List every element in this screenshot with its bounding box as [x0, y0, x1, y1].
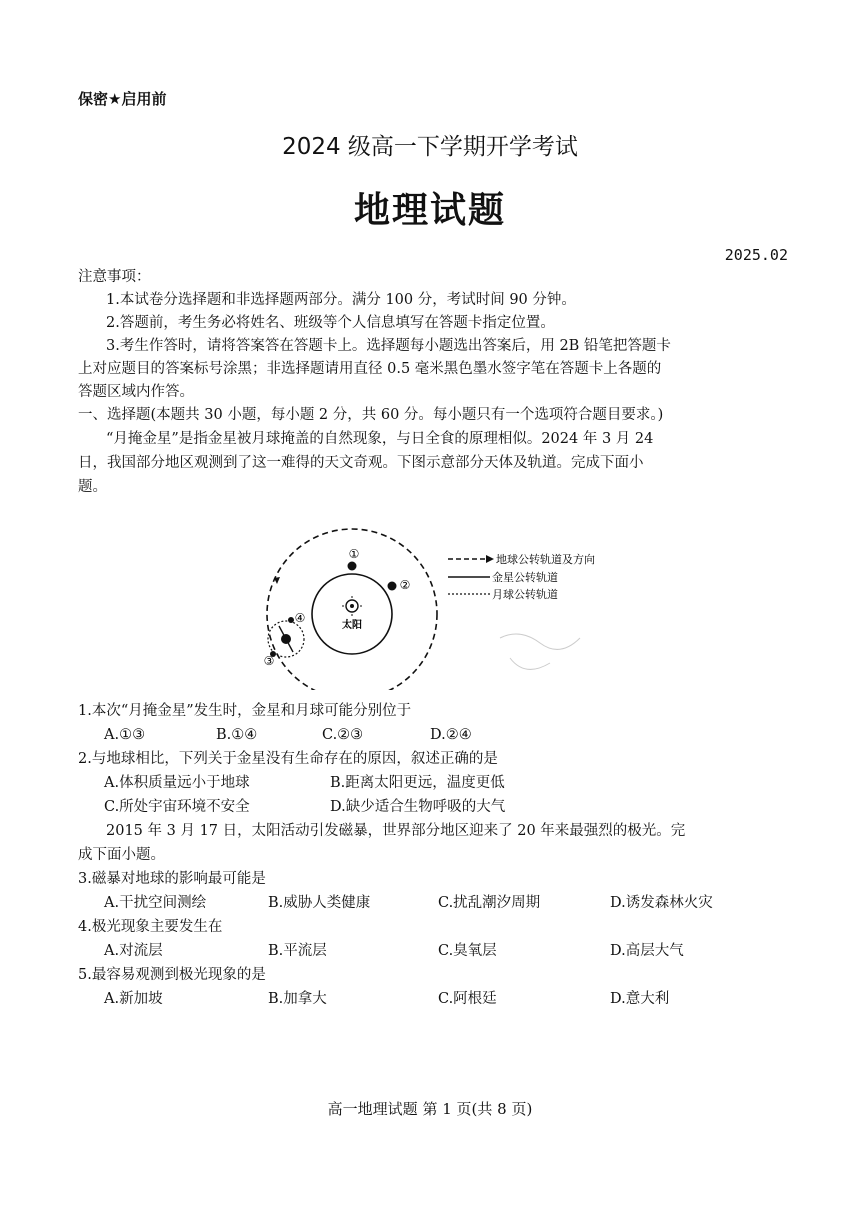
question-3-option-a[interactable]: A.干扰空间测绘 — [104, 895, 207, 911]
marker-2: ② — [399, 578, 411, 592]
exam-date: 2025.02 — [724, 246, 788, 264]
confidential-label: 保密★启用前 — [78, 90, 167, 108]
question-4-option-a[interactable]: A.对流层 — [104, 943, 163, 959]
question-1-option-d[interactable]: D.②④ — [430, 727, 472, 743]
question-4-option-c[interactable]: C.臭氧层 — [438, 943, 497, 959]
moon-position-4 — [288, 617, 294, 623]
subject-title: 地理试题 — [353, 190, 506, 231]
legend-moon-orbit: 月球公转轨道 — [492, 588, 558, 601]
question-1-option-c[interactable]: C.②③ — [322, 727, 364, 743]
notice-item-3-line-2: 上对应题目的答案标号涂黑；非选择题请用直径 0.5 毫米黑色墨水签字笔在答题卡上各题的 — [78, 361, 662, 377]
legend-venus-orbit: 金星公转轨道 — [492, 571, 558, 584]
question-1-stem: 1.本次“月掩金星”发生时，金星和月球可能分别位于 — [78, 703, 412, 719]
notice-title: 注意事项： — [78, 269, 151, 285]
venus-position-2 — [388, 582, 397, 591]
orbit-diagram — [250, 518, 612, 690]
earth-orbit-direction-arrow — [274, 577, 280, 584]
passage-1-line-1: “月掩金星”是指金星被月球掩盖的自然现象，与日全食的原理相似。2024 年 3 月 24 — [106, 431, 654, 447]
exam-title: 2024 级高一下学期开学考试 — [282, 134, 578, 160]
question-3-option-c[interactable]: C.扰乱潮汐周期 — [438, 895, 541, 911]
section-heading: 一、选择题(本题共 30 小题，每小题 2 分，共 60 分。每小题只有一个选项符合题目要求。) — [78, 407, 664, 423]
notice-item-3-line-3: 答题区域内作答。 — [78, 384, 194, 400]
question-2-option-d[interactable]: D.缺少适合生物呼吸的大气 — [330, 799, 506, 815]
question-4-option-b[interactable]: B.平流层 — [268, 943, 327, 959]
question-4-option-d[interactable]: D.高层大气 — [610, 943, 684, 959]
question-3-option-b[interactable]: B.威胁人类健康 — [268, 895, 371, 911]
question-5-option-c[interactable]: C.阿根廷 — [438, 991, 497, 1007]
sun-label: 太阳 — [342, 620, 362, 631]
notice-item-1: 1.本试卷分选择题和非选择题两部分。满分 100 分，考试时间 90 分钟。 — [106, 292, 576, 308]
question-2-option-a[interactable]: A.体积质量远小于地球 — [104, 775, 250, 791]
question-5-option-d[interactable]: D.意大利 — [610, 991, 670, 1007]
question-3-stem: 3.磁暴对地球的影响最可能是 — [78, 871, 266, 887]
legend-earth-orbit: 地球公转轨道及方向 — [496, 553, 595, 566]
marker-4: ④ — [294, 611, 306, 625]
question-3-option-d[interactable]: D.诱发森林火灾 — [610, 895, 713, 911]
passage-2-line-1: 2015 年 3 月 17 日，太阳活动引发磁暴，世界部分地区迎来了 20 年来最强烈的极光。完 — [106, 823, 686, 839]
passage-1-line-2: 日，我国部分地区观测到了这一难得的天文奇观。下图示意部分天体及轨道。完成下面小 — [78, 455, 644, 471]
passage-2-line-2: 成下面小题。 — [78, 847, 165, 863]
marker-1: ① — [348, 547, 360, 561]
page-footer: 高一地理试题 第 1 页(共 8 页) — [327, 1100, 533, 1118]
venus-position-1 — [348, 562, 357, 571]
sun-icon — [342, 596, 362, 616]
legend-arrow — [486, 555, 494, 563]
question-5-option-b[interactable]: B.加拿大 — [268, 991, 327, 1007]
notice-item-3-line-1: 3.考生作答时，请将答案答在答题卡上。选择题每小题选出答案后，用 2B 铅笔把答题卡 — [106, 338, 671, 354]
question-4-stem: 4.极光现象主要发生在 — [78, 919, 223, 935]
passage-1-line-3: 题。 — [78, 479, 107, 495]
question-2-stem: 2.与地球相比，下列关于金星没有生命存在的原因，叙述正确的是 — [78, 751, 498, 767]
question-1-option-a[interactable]: A.①③ — [104, 727, 146, 743]
question-5-option-a[interactable]: A.新加坡 — [104, 991, 163, 1007]
notice-item-2: 2.答题前，考生务必将姓名、班级等个人信息填写在答题卡指定位置。 — [106, 315, 555, 331]
question-2-option-c[interactable]: C.所处宇宙环境不安全 — [104, 799, 250, 815]
background-scan-marks — [500, 634, 580, 669]
question-2-option-b[interactable]: B.距离太阳更远，温度更低 — [330, 775, 505, 791]
question-5-stem: 5.最容易观测到极光现象的是 — [78, 967, 266, 983]
question-1-option-b[interactable]: B.①④ — [216, 727, 258, 743]
marker-3: ③ — [263, 654, 275, 668]
